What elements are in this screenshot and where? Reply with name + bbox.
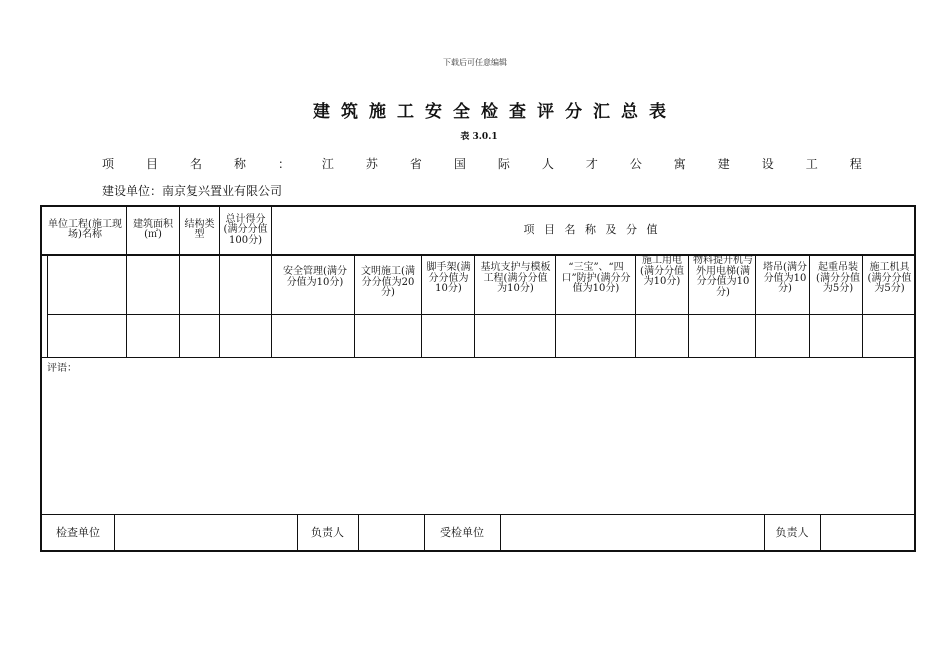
header-item-names: 项 目 名 称 及 分 值 [523,222,661,236]
header-unit-name: 单位工程(施工现场)名称 [48,218,122,240]
column-divider [219,207,220,357]
responsible-person-label-2: 负责人 [775,526,809,540]
table-number: 表 3.0.1 [460,132,498,142]
header-total-score: 总计得分(满分分值100分) [223,213,268,246]
item-scaffolding: 脚手架(满分分值为10分) [426,262,471,294]
project-char: 工 [805,157,818,171]
project-char: 公 [629,157,642,171]
project-char: 国 [453,157,466,171]
column-divider [47,255,48,357]
item-hoist-elevator: 物料提升机与外用电梯(满分分值为10分) [693,255,753,298]
header-building-area: 建筑面积(㎡) [133,218,173,240]
column-divider [755,255,756,357]
project-char: 名 [189,157,202,171]
score-summary-table [40,205,916,552]
column-divider [179,207,180,357]
project-char: 苏 [365,157,378,171]
project-char: ： [277,157,290,171]
responsible-person-label-1: 负责人 [311,526,344,540]
project-name-line [102,155,862,172]
column-divider [126,207,127,357]
item-tower-crane: 塔吊(满分分值为10分) [763,262,807,294]
inspected-unit-label: 受检单位 [440,526,484,540]
column-divider [820,515,821,552]
column-divider [555,255,556,357]
column-divider [862,255,863,357]
project-char: 江 [321,157,334,171]
document-title: 建筑施工安全检查评分汇总表 [313,102,677,122]
item-three-treasures-four-openings: “三宝”、“四口”防护(满分分值为10分) [561,262,631,294]
item-construction-electricity: 施工用电(满分分值为10分) [640,255,684,287]
column-divider [474,255,475,357]
column-divider [500,515,501,552]
item-pit-support-formwork: 基坑支护与模板工程(满分分值为10分) [480,262,551,294]
project-char: 目 [145,157,158,171]
project-char: 人 [541,157,554,171]
column-divider [358,515,359,552]
column-divider [635,255,636,357]
project-char: 建 [717,157,730,171]
project-char: 设 [761,157,774,171]
item-safety-management: 安全管理(满分分值为10分) [283,266,347,288]
column-divider [809,255,810,357]
project-char: 称 [233,157,246,171]
column-divider [354,255,355,357]
item-lifting-installation: 起重吊装(满分分值为5分) [816,262,860,294]
column-divider [114,515,115,552]
project-char: 项 [102,157,115,171]
project-char: 际 [497,157,510,171]
construction-unit-line: 建设单位：南京复兴置业有限公司 [102,184,283,198]
column-divider [421,255,422,357]
column-divider [271,207,272,357]
project-char: 程 [849,157,862,171]
item-civilized-construction: 文明施工(满分分值为20分) [361,266,415,298]
row-divider [48,314,914,315]
column-divider [688,255,689,357]
project-char: 寓 [673,157,686,171]
row-divider [42,357,914,358]
project-char: 才 [585,157,598,171]
inspecting-unit-label: 检查单位 [56,526,100,540]
project-char: 省 [409,157,422,171]
row-divider [42,254,914,256]
comments-label: 评语： [47,363,77,374]
header-structure-type: 结构类型 [184,218,215,240]
item-construction-machinery: 施工机具(满分分值为5分) [867,262,912,294]
watermark-text: 下载后可任意编辑 [443,58,507,67]
